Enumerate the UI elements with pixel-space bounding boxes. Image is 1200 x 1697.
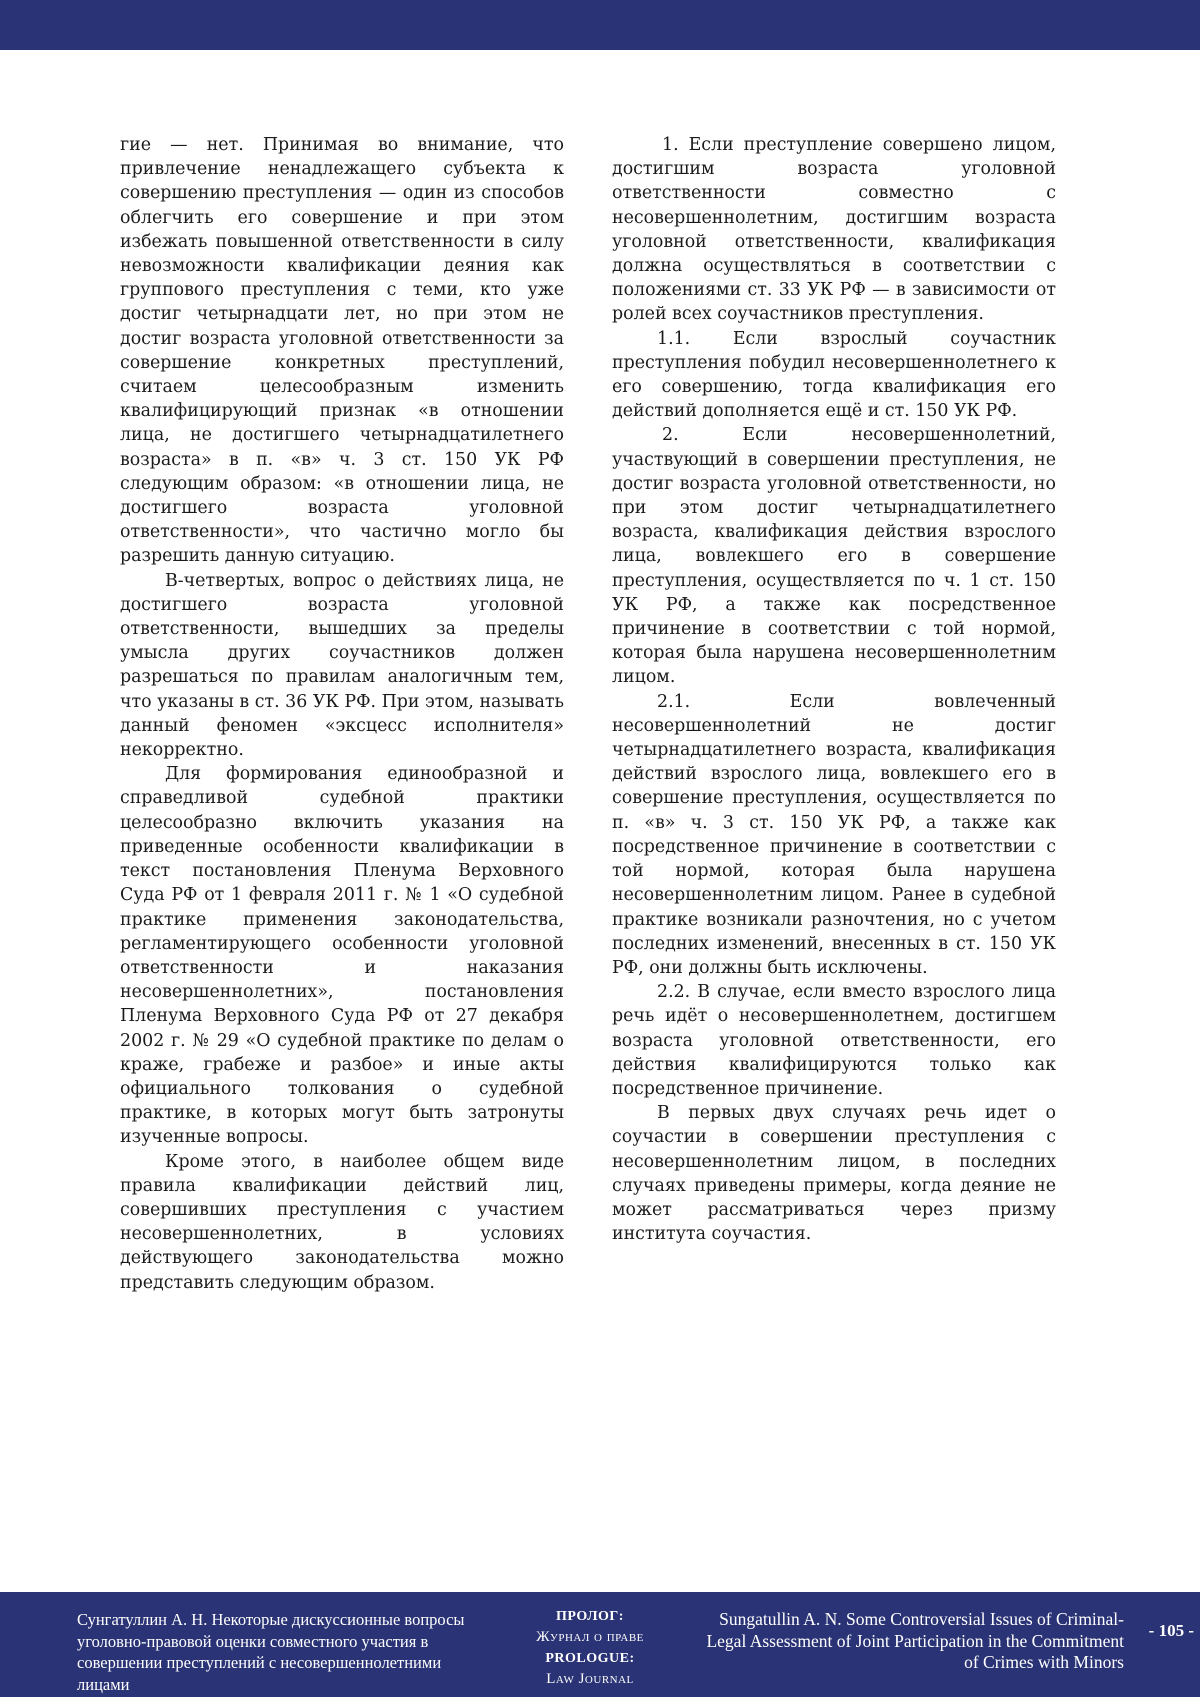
paragraph: Для формирования единообразной и справедливой судебной практики целесообразно включить указания на приведенные особенности квалификации в текст постановления Пленума Верховного Суда РФ от 1 февраля 2011 г. № 1 «О судебной практике применения законодательства, регламентирующего особенности уголовной ответственности и наказания несовершеннолетних», постановления Пленума Верховного Суда РФ от 27 декабря 2002 г. № 29 «О судебной практике по делам о краже, грабеже и разбое» и иные акты официального толкования о судебной практике, в которых могут быть затронуты изученные вопросы.: [120, 764, 564, 1148]
paragraph: В первых двух случаях речь идет о соучастии в совершении преступления с несовершеннолетним лицом, в последних случаях приведены примеры, когда деяние не может рассматриваться через призму института соучастия.: [612, 1103, 1056, 1245]
journal-name: [500, 1606, 680, 1690]
paragraph: гие — нет. Принимая во внимание, что привлечение ненадлежащего субъекта к совершению преступления — один из способов облегчить его совершение и при этом избежать повышенной ответственности в силу невозможности квалификации деяния как группового преступления с теми, кто уже достиг четырнадцати лет, но при этом не достиг возраста уголовной ответственности за совершение конкретных преступлений, считаем целесообразным изменить квалифицирующий признак «в отношении лица, не достигшего четырнадцатилетнего возраста» в п. «в» ч. 3 ст. 150 УК РФ следующим образом: «в отношении лица, не достигшего возраста уголовной ответственности», что частично могло бы разрешить данную ситуацию.: [120, 135, 564, 567]
paragraph: Кроме этого, в наиболее общем виде правила квалификации действий лиц, совершивших преступления с участием несовершеннолетних, в условиях действующего законодательства можно представить следующим образом.: [120, 1151, 564, 1293]
paragraph: 1. Если преступление совершено лицом, достигшим возраста уголовной ответственности совместно с несовершеннолетним, достигшим возраста уголовной ответственности, квалификация должна осуществляться в соответствии с положениями ст. 33 УК РФ — в зависимости от ролей всех соучастников преступления.: [612, 135, 1056, 325]
journal-ru-subtitle: Журнал о праве: [536, 1629, 644, 1645]
footer-article-ru: Сунгатуллин А. Н. Некоторые дискуссионные вопросы уголовно-правовой оценки совместного участия в совершении преступлений с несовершеннолетними лицами: [77, 1610, 465, 1694]
paragraph: 2. Если несовершеннолетний, участвующий в совершении преступления, не достиг возраста уголовной ответственности, но при этом достиг четырнадцатилетнего возраста, квалификация действия взрослого лица, вовлекшего его в совершение преступления, осуществляется по ч. 1 ст. 150 УК РФ, а также как посредственное причинение в соответствии с той нормой, которая была нарушена несовершеннолетним лицом.: [612, 425, 1056, 688]
journal-ru-title: ПРОЛОГ:: [556, 1609, 624, 1624]
page-number: - 105 -: [1148, 1621, 1194, 1640]
page-footer: [0, 1592, 1200, 1697]
journal-en-title: PROLOGUE:: [545, 1651, 635, 1666]
right-text-column: [612, 133, 1056, 1246]
paragraph: В-четвертых, вопрос о действиях лица, не достигшего возраста уголовной ответственности, вышедших за пределы умысла других соучастников должен разрешаться по правилам аналогичным тем, что указаны в ст. 36 УК РФ. При этом, называть данный феномен «эксцесс исполнителя» некорректно.: [120, 570, 564, 761]
top-header-bar: [0, 0, 1200, 50]
left-text-column: [120, 133, 564, 1295]
paragraph: 2.2. В случае, если вместо взрослого лица речь идёт о несовершеннолетнем, достигшем возраста уголовной ответственности, его действия квалифицируются только как посредственное причинение.: [612, 982, 1056, 1099]
journal-en-subtitle: Law Journal: [546, 1671, 634, 1687]
footer-article-en: Sungatullin A. N. Some Controversial Issues of Criminal-Legal Assessment of Joint Participation in the Commitment of Crimes with Minors: [706, 1609, 1124, 1672]
paragraph: 1.1. Если взрослый соучастник преступления побудил несовершеннолетнего к его совершению, тогда квалификация его действий дополняется ещё и ст. 150 УК РФ.: [612, 328, 1056, 422]
paragraph: 2.1. Если вовлеченный несовершеннолетний не достиг четырнадцатилетнего возраста, квалификация действий взрослого лица, вовлекшего его в совершение преступления, осуществляется по п. «в» ч. 3 ст. 150 УК РФ, а также как посредственное причинение в соответствии с той нормой, которая была нарушена несовершеннолетним лицом. Ранее в судебной практике возникали разночтения, но с учетом последних изменений, внесенных в ст. 150 УК РФ, они должны быть исключены.: [612, 691, 1056, 978]
